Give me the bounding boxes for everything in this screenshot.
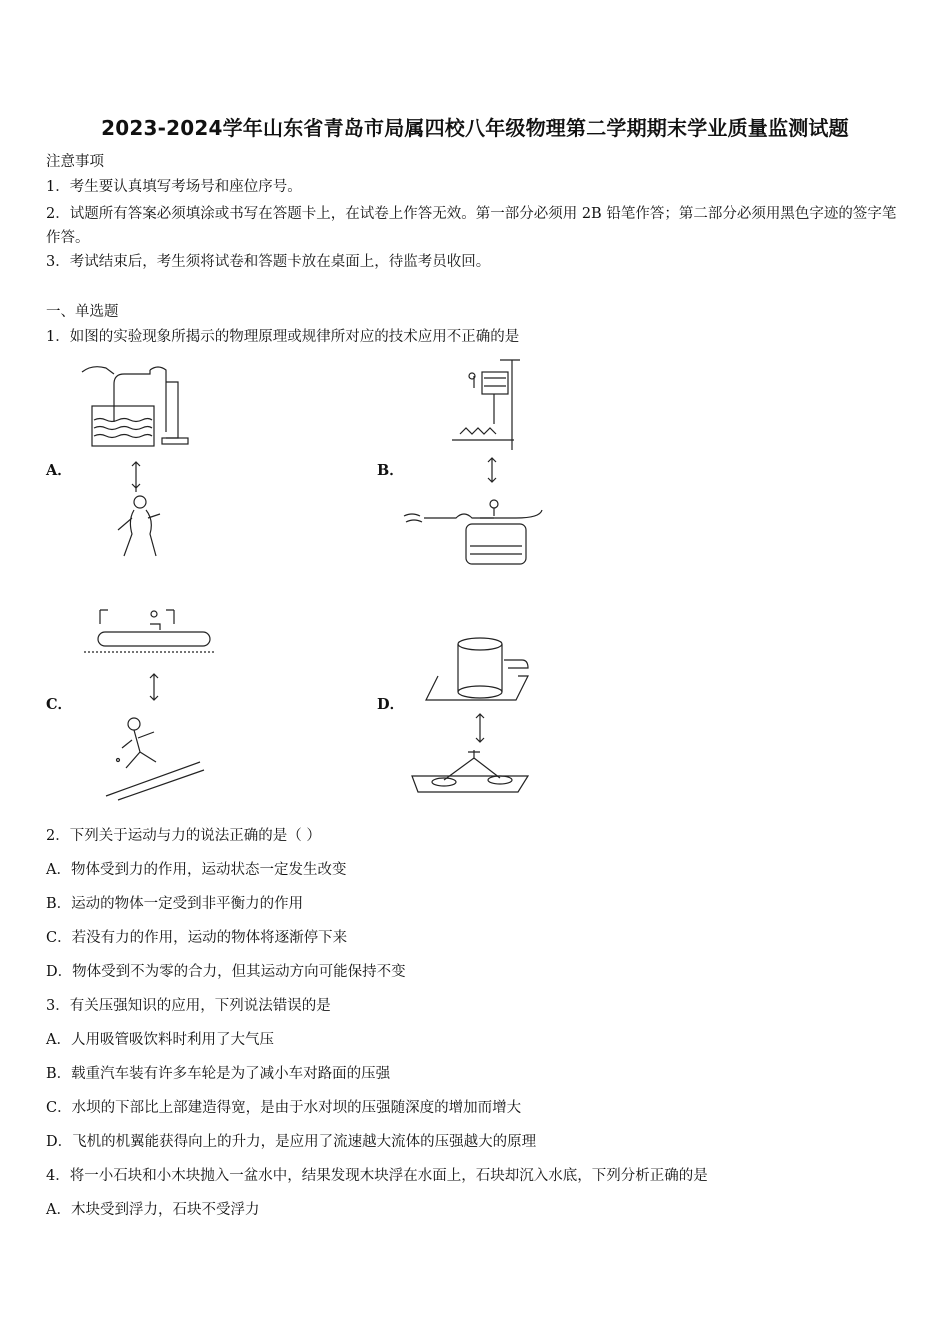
figure-c-svg	[84, 600, 234, 805]
figure-b	[400, 358, 550, 573]
notice-item-2: 2．试题所有答案必须填涂或书写在答题卡上，在试卷上作答无效。第一部分必须用 2B 铅笔作答；第二部分必须用黑色字迹的签字笔作答。	[46, 206, 897, 246]
notice-heading: 注意事项	[46, 154, 104, 170]
figure-a	[74, 362, 204, 582]
q1-label-c: C．	[46, 696, 73, 713]
figure-d-svg	[408, 634, 538, 804]
figure-c	[84, 600, 234, 805]
q3-option-a: A．人用吸管吸饮料时利用了大气压	[46, 1032, 274, 1048]
section-heading: 一、单选题	[46, 304, 119, 320]
q2-option-a: A．物体受到力的作用，运动状态一定发生改变	[46, 862, 347, 878]
q1-stem: 1．如图的实验现象所揭示的物理原理或规律所对应的技术应用不正确的是	[46, 329, 520, 345]
figure-b-svg	[400, 358, 550, 573]
notice-item-1: 1．考生要认真填写考场号和座位序号。	[46, 179, 302, 195]
notice-item-3: 3．考试结束后，考生须将试卷和答题卡放在桌面上，待监考员收回。	[46, 254, 491, 270]
page-title: 2023-2024学年山东省青岛市局属四校八年级物理第二学期期末学业质量监测试题	[101, 116, 849, 140]
q3-option-c: C．水坝的下部比上部建造得宽，是由于水对坝的压强随深度的增加而增大	[46, 1100, 522, 1116]
q1-label-a: A．	[46, 462, 72, 479]
figure-d	[408, 634, 538, 804]
q4-option-a: A．木块受到浮力，石块不受浮力	[46, 1202, 260, 1218]
q2-option-c: C．若没有力的作用，运动的物体将逐渐停下来	[46, 930, 348, 946]
figure-a-svg	[74, 362, 204, 582]
q1-label-d: D．	[377, 696, 405, 713]
q3-option-d: D．飞机的机翼能获得向上的升力，是应用了流速越大流体的压强越大的原理	[46, 1134, 537, 1150]
q3-option-b: B．载重汽车装有许多车轮是为了减小车对路面的压强	[46, 1066, 391, 1082]
q4-stem: 4．将一小石块和小木块抛入一盆水中，结果发现木块浮在水面上，石块却沉入水底，下列分析正确的是	[46, 1168, 708, 1184]
q1-label-b: B．	[377, 462, 404, 479]
q2-option-d: D．物体受到不为零的合力，但其运动方向可能保持不变	[46, 964, 406, 980]
q3-stem: 3．有关压强知识的应用，下列说法错误的是	[46, 998, 331, 1014]
q2-option-b: B．运动的物体一定受到非平衡力的作用	[46, 896, 304, 912]
q2-stem: 2．下列关于运动与力的说法正确的是（ ）	[46, 828, 321, 844]
